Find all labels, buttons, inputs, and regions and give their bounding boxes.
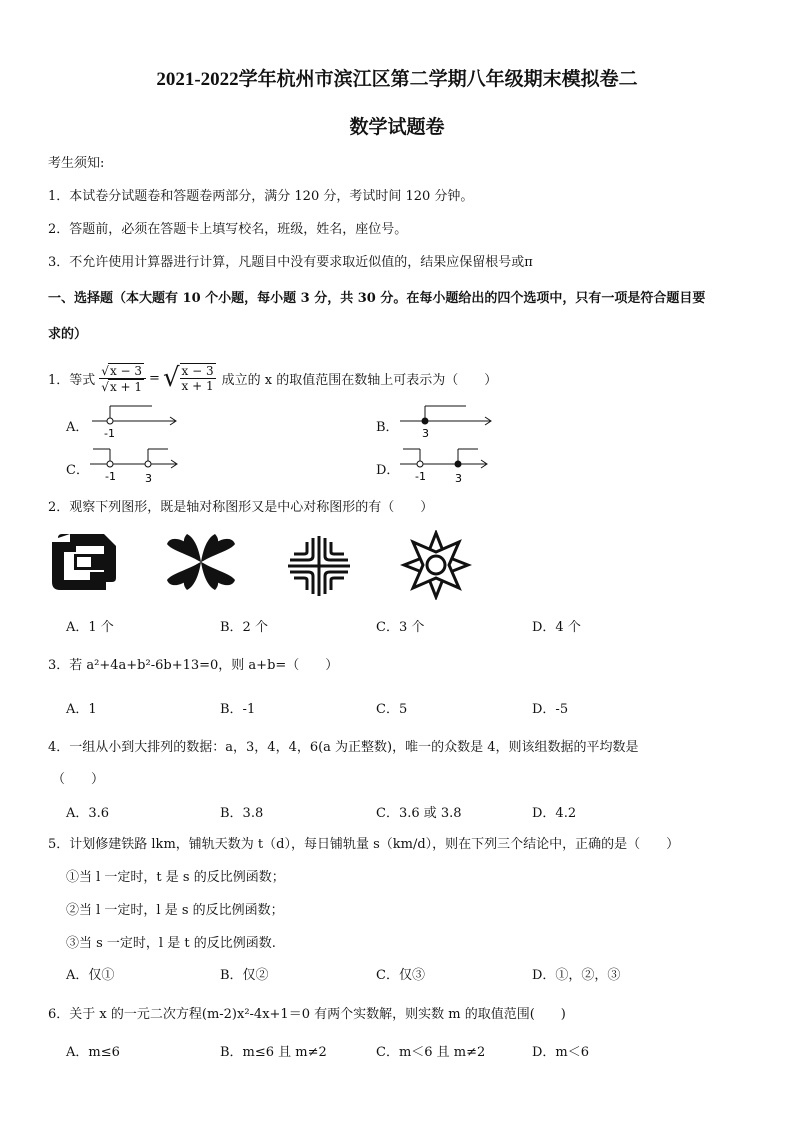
notice-item: 3．不允许使用计算器进行计算，凡题目中没有要求取近似值的，结果应保留根号或π xyxy=(48,255,533,270)
q2-option-d: D．4 个 xyxy=(532,620,581,635)
q5-option-a: A．仅① xyxy=(66,968,115,983)
notice-item: 1．本试卷分试题卷和答题卷两部分，满分 120 分，考试时间 120 分钟。 xyxy=(48,189,474,204)
q2-option-c: C．3 个 xyxy=(376,620,425,635)
octagram-figure-icon xyxy=(400,530,472,600)
q2-option-b: B．2 个 xyxy=(220,620,268,635)
question-4-stem: 4．一组从小到大排列的数据：a，3，4，4，6(a 为正整数)，唯一的众数是 4，则该组数据的平均数是 xyxy=(48,740,639,755)
q5-option-b: B．仅② xyxy=(220,968,269,983)
notice-heading: 考生须知: xyxy=(48,156,105,171)
number-line-c xyxy=(88,442,188,484)
q5-option-d: D．①，②，③ xyxy=(532,968,621,983)
page-subtitle: 数学试题卷 xyxy=(349,117,445,138)
tick-label: -1 xyxy=(415,470,426,483)
q6-option-b: B．m≤6 且 m≠2 xyxy=(220,1045,327,1060)
q1-den: x + 1 xyxy=(109,379,143,394)
q3-option-d: D．-5 xyxy=(532,702,569,717)
q4-option-b: B．3.8 xyxy=(220,806,264,821)
q4-option-a: A．3.6 xyxy=(66,806,110,821)
notice-item: 2．答题前，必须在答题卡上填写校名，班级，姓名，座位号。 xyxy=(48,222,408,237)
tick-label: -1 xyxy=(104,427,115,440)
cross-arrow-figure-icon xyxy=(284,532,354,600)
q1-num: x − 3 xyxy=(109,363,143,378)
q1-equals: = xyxy=(149,370,160,386)
q6-option-d: D．m＜6 xyxy=(532,1045,590,1060)
section-heading-cont: 求的） xyxy=(48,327,88,342)
q3-option-a: A．1 xyxy=(66,702,97,717)
q6-option-a: A．m≤6 xyxy=(66,1045,120,1060)
q5-statement-3: ③当 s 一定时，l 是 t 的反比例函数. xyxy=(66,936,276,951)
question-3-stem: 3．若 a²+4a+b²-6b+13=0，则 a+b=（ ） xyxy=(48,658,339,673)
question-5-stem: 5．计划修建铁路 lkm，铺轨天数为 t（d），每日铺轨量 s（km/d），则在下列三个结论中，正确的是（ ） xyxy=(48,837,680,852)
q1-right-fraction xyxy=(180,363,216,393)
q1-suffix: 成立的 x 的取值范围在数轴上可表示为（ ） xyxy=(221,372,498,388)
number-line-a xyxy=(90,400,190,440)
q1-option-b-label: B． xyxy=(376,420,399,435)
tick-label: 3 xyxy=(422,427,429,440)
tick-label: 3 xyxy=(455,472,462,484)
tick-label: 3 xyxy=(145,472,152,484)
square-spiral-figure-icon xyxy=(50,532,118,592)
question-4-stem-cont: （ ） xyxy=(52,772,105,787)
q4-option-d: D．4.2 xyxy=(532,806,577,821)
q6-option-c: C．m＜6 且 m≠2 xyxy=(376,1045,486,1060)
sqrt-icon: √ xyxy=(162,363,180,393)
q5-option-c: C．仅③ xyxy=(376,968,425,983)
q4-option-c: C．3.6 或 3.8 xyxy=(376,806,462,821)
tick-label: -1 xyxy=(105,470,116,483)
q5-statement-1: ①当 l 一定时，t 是 s 的反比例函数； xyxy=(66,870,285,885)
q1-num-r: x − 3 xyxy=(181,364,214,378)
q5-statement-2: ②当 l 一定时，l 是 s 的反比例函数； xyxy=(66,903,284,918)
number-line-b xyxy=(398,400,508,440)
q2-option-a: A．1 个 xyxy=(66,620,114,635)
q1-option-d-label: D． xyxy=(376,463,400,478)
q1-den-r: x + 1 xyxy=(181,379,214,393)
page-title: 2021-2022学年杭州市滨江区第二学期八年级期末模拟卷二 xyxy=(156,69,638,90)
number-line-d xyxy=(398,442,498,484)
section-heading: 一、选择题（本大题有 10 个小题，每小题 3 分，共 30 分。在每小题给出的四个选项中，只有一项是符合题目要 xyxy=(48,291,706,306)
q3-option-c: C．5 xyxy=(376,702,408,717)
q3-option-b: B．-1 xyxy=(220,702,256,717)
q1-prefix: 1．等式 xyxy=(48,372,96,388)
q1-left-fraction: $\frac{√x - 3}{√x + 1}$ xyxy=(99,363,146,394)
q1-option-a-label: A． xyxy=(66,420,89,435)
question-6-stem: 6．关于 x 的一元二次方程(m-2)x²-4x+1＝0 有两个实数解，则实数 m 的取值范围( ) xyxy=(48,1007,566,1022)
four-petal-figure-icon xyxy=(163,530,239,594)
question-1-stem xyxy=(48,358,497,398)
q1-option-c-label: C． xyxy=(66,463,89,478)
question-2-stem: 2．观察下列图形，既是轴对称图形又是中心对称图形的有（ ） xyxy=(48,500,434,515)
